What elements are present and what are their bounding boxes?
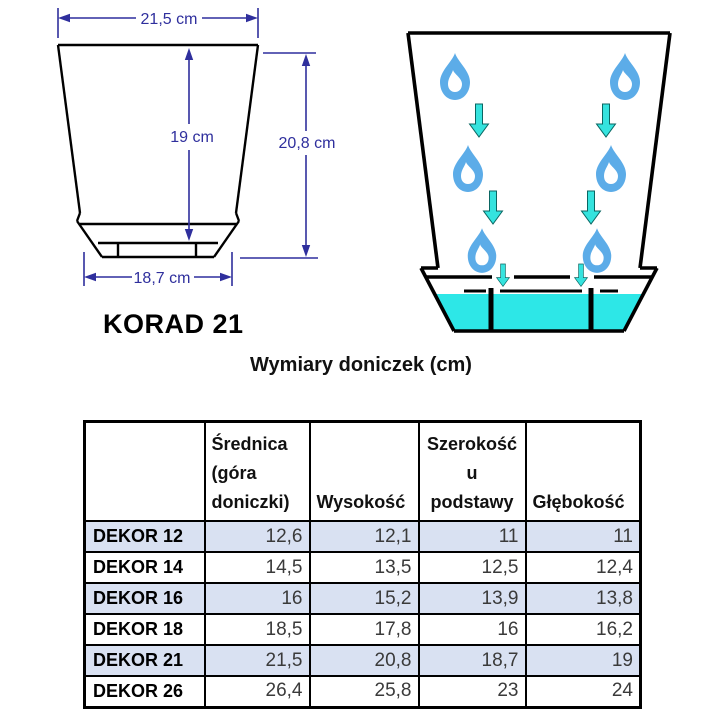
row-label: DEKOR 12 — [85, 521, 205, 552]
table-cell: 17,8 — [310, 614, 419, 645]
header-diameter: Średnica (góra doniczki) — [205, 422, 310, 522]
header-empty — [85, 422, 205, 522]
water-drop-icon — [610, 53, 640, 100]
header-depth: Głębokość — [526, 422, 641, 522]
table-cell: 24 — [526, 676, 641, 707]
table-cell: 11 — [419, 521, 526, 552]
row-label: DEKOR 21 — [85, 645, 205, 676]
dimensions-table-container — [83, 420, 642, 709]
water-drop-icon — [453, 145, 483, 192]
table-row — [85, 614, 641, 645]
total-height-label: 20,8 cm — [278, 135, 336, 152]
table-cell: 16,2 — [526, 614, 641, 645]
water-reservoir — [436, 294, 644, 331]
table-title: Wymiary doniczek (cm) — [250, 354, 472, 376]
table-cell: 15,2 — [310, 583, 419, 614]
table-cell: 20,8 — [310, 645, 419, 676]
table-cell: 12,5 — [419, 552, 526, 583]
down-arrow-icon — [470, 104, 489, 137]
table-row — [85, 645, 641, 676]
base-width-label: 18,7 cm — [133, 270, 191, 287]
row-label: DEKOR 18 — [85, 614, 205, 645]
water-drop-icon — [583, 228, 612, 273]
pot-outline — [58, 45, 258, 257]
table-cell: 23 — [419, 676, 526, 707]
table-cell: 13,8 — [526, 583, 641, 614]
table-cell: 21,5 — [205, 645, 310, 676]
down-arrow-icon — [575, 264, 588, 286]
top-width-label: 21,5 cm — [140, 11, 198, 28]
down-arrow-icon — [597, 104, 616, 137]
table-cell: 13,9 — [419, 583, 526, 614]
water-drop-icon — [468, 228, 497, 273]
header-row — [85, 422, 641, 522]
dimension-arrowheads — [58, 14, 310, 281]
water-drop-icon — [596, 145, 626, 192]
table-row — [85, 583, 641, 614]
table-cell: 19 — [526, 645, 641, 676]
dimensions-table — [83, 420, 642, 709]
table-row — [85, 521, 641, 552]
table-row — [85, 676, 641, 707]
table-cell: 16 — [205, 583, 310, 614]
header-base-width: Szerokość u podstawy — [419, 422, 526, 522]
table-cell: 18,5 — [205, 614, 310, 645]
table-cell: 12,6 — [205, 521, 310, 552]
inner-height-label: 19 cm — [170, 129, 214, 146]
table-cell: 12,4 — [526, 552, 641, 583]
table-cell: 26,4 — [205, 676, 310, 707]
down-arrow-icon — [582, 191, 601, 224]
row-label: DEKOR 14 — [85, 552, 205, 583]
water-drops — [440, 53, 640, 273]
table-cell: 18,7 — [419, 645, 526, 676]
water-drop-icon — [440, 53, 470, 100]
product-name: KORAD 21 — [103, 309, 244, 339]
table-row — [85, 552, 641, 583]
header-height: Wysokość — [310, 422, 419, 522]
table-cell: 11 — [526, 521, 641, 552]
down-arrow-icon — [497, 264, 510, 286]
table-cell: 13,5 — [310, 552, 419, 583]
watering-diagram — [360, 0, 680, 350]
table-cell: 14,5 — [205, 552, 310, 583]
row-label: DEKOR 26 — [85, 676, 205, 707]
table-cell: 12,1 — [310, 521, 419, 552]
table-cell: 25,8 — [310, 676, 419, 707]
down-arrow-icon — [484, 191, 503, 224]
row-label: DEKOR 16 — [85, 583, 205, 614]
table-cell: 16 — [419, 614, 526, 645]
dimension-diagram — [0, 0, 360, 350]
